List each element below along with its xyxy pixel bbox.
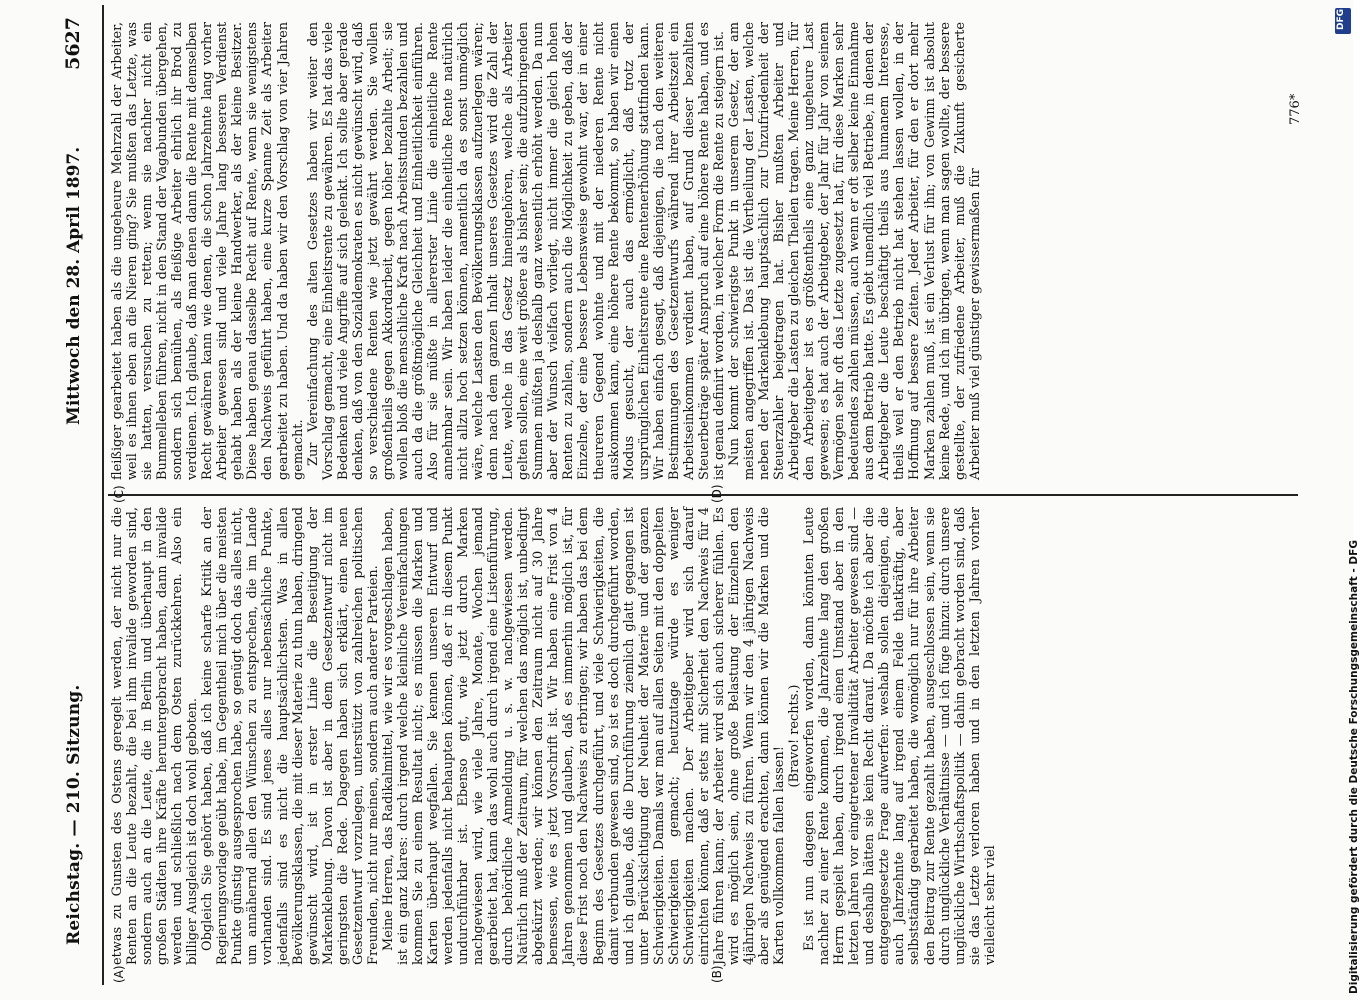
page-number: 5627 (62, 17, 84, 70)
section-marker-b: (B) (710, 965, 724, 983)
column-divider (108, 494, 1298, 496)
paragraph: fleißiger gearbeitet haben als die ungeheure Mehrzahl der Arbeiter, weil es ihnen eben an die Nieren ging? Sie mußten das Letzte, was sie hatten, versuchen zu retten; wenn sie nachher nicht ein Bummelleben führen, nicht in den Stand der Vagabunden übergehen, sondern sich bemühen, als fleißige Arbeiter ehrlich ihr Brod zu verdienen. Ich glaube, daß man denen dann die Rente mit demselben Recht gewähren kann wie denen, die schon Jahrzehnte lang vorher Arbeiter gewesen sind und viele Jahre lang besseren Verdienst gehabt haben als der kleine Handwerker, als der kleine Besitzer. Diese haben genau dasselbe Recht auf Rente, wenn sie wenigstens den Nachweis geführt haben, eine kurze Spanne Zeit als Arbeiter gearbeitet zu haben. Und da haben wir den Vorschlag von vier Jahren gemacht. (110, 22, 306, 480)
header-date: Mittwoch den 28. April 1897. (64, 146, 84, 425)
paragraph: Meine Herren, das Radikalmittel, wie wir es vorgeschlagen haben, ist ein ganz klares: durch irgend welche kleinliche Vereinfachungen kommen Sie zu einem Resultat nicht; es müssen die Marken und Karten überhaupt wegfallen. Sie kennen unseren Entwurf und werden jedenfalls nicht behaupten können, daß er in diesem Punkt undurchführbar ist. Ebenso gut, wie jetzt durch Marken nachgewiesen wird, wie viele Jahre, Monate, Wochen jemand gearbeitet hat, kann das wohl auch durch irgend eine Listenführung, durch behördliche Anmeldung u. s. w. nachgewiesen werden. Natürlich muß der Zeitraum, für welchen das möglich ist, unbedingt abgekürzt werden; wir können den Zeitraum nicht auf 30 Jahre bemessen, wie es jetzt Vorschrift ist. Wir haben eine Frist von 4 Jahren genommen und glauben, daß es immerhin möglich ist, für diese Frist noch den Nachweis zu erbringen; wir haben das bei dem Beginn des Gesetzes durchgeführt, und viele Schwierigkeiten, die damit verbunden gewesen sind, so ist es doch durchgeführt worden, und ich glaube, daß die Durchführung ziemlich glatt gegangen ist unter Berücksichtigung der Neuheit der Materie und der ganzen Schwierigkeiten. Damals war man auf allen Seiten mit den doppelten Schwierigkeiten gemacht; heutzutage würde es weniger Schwierigkeiten machen. Der Arbeitgeber wird sich darauf einrichten können, daß er stets mit Sicherheit den Nachweis für 4 Jahre führen kann; der Arbeiter wird sich auch sicherer fühlen. Es wird es möglich sein, ohne große Belastung der Einzelnen den 4jährigen Nachweis zu führen. Wenn wir den 4 jährigen Nachweis aber als genügend erachten, dann können wir die Marken und die Karten vollkommen fallen lassen! (380, 507, 788, 965)
right-column (110, 22, 1298, 480)
page-header (50, 5, 100, 985)
header-rule (102, 5, 104, 985)
paragraph: Zur Vereinfachung des alten Gesetzes haben wir weiter den Vorschlag gemacht, eine Einheitsrente zu gewähren. Es hat das viele Bedenken und viele Angriffe auf sich gelenkt. Ich sollte aber gerade denken, daß von den Sozialdemokraten es nicht gewünscht wird, daß so verschiedene Renten wie jetzt gewährt werden. Sie wollen großentheils gegen Akkordarbeit, gegen höher bezahlte Arbeit; sie wollen bloß die menschliche Kraft nach Arbeitsstunden bezahlen und auch da die größtmögliche Gleichheit und Einheitlichkeit einführen. Also für sie müßte in allererster Linie die einheitliche Rente annehmbar sein. Wir haben leider die einheitliche Rente natürlich nicht allzu hoch setzen können, namentlich da es sonst unmöglich wäre, welche Lasten den Bevölkerungsklassen aufzuerlegen wären; denn nach dem ganzen Inhalt unseres Gesetzes wird die Zahl der Leute, welche in das Gesetz hineingehören, welche als Arbeiter gelten sollen, eine weit größere als bisher sein; die aufzubringenden Summen müßten ja deshalb ganz wesentlich erhöht werden. Da nun aber der Wunsch vielfach vorliegt, nicht immer die gleich hohen Renten zu zahlen, sondern auch die Möglichkeit zu geben, daß der Einzelne, der eine bessere Lebensweise gewohnt war, der in einer theureren Gegend wohnte und mit der niederen Rente nicht auskommen kann, eine höhere Rente bekommt, so haben wir einen Modus gesucht, der auch das ermöglicht, daß trotz der ursprünglichen Einheitsrente eine Rentenerhöhung stattfinden kann. Wir haben einfach gesagt, daß diejenigen, die nach den weiteren Bestimmungen des Gesetzentwurfs während ihrer Arbeitszeit ein Arbeitseinkommen verdient haben, auf Grund dieser bezahlten Steuerbeträge später Anspruch auf eine höhere Rente haben, und es ist genau definirt worden, in welcher Form die Rente zu steigern ist. (305, 22, 727, 480)
paragraph: Obgleich Sie gehört haben, daß ich keine scharfe Kritik an der Regierungsvorlage geübt habe, im Gegentheil mich über die meisten Punkte günstig ausgesprochen habe, so genügt doch das alles nicht, um annähernd allen den Wünschen zu entsprechen, die im Lande vorhanden sind. Es sind jenes alles nur nebensächliche Punkte, jedenfalls sind es nicht die hauptsächlichsten. Was in allen Bevölkerungsklassen, die mit dieser Materie zu thun haben, dringend gewünscht wird, ist in erster Linie die Beseitigung der Markenklebung. Davon ist aber in dem Gesetzentwurf nicht im geringsten die Rede. Dagegen haben sich erklärt, einen neuen Gesetzentwurf vorzulegen, unterstützt von zahlreichen politischen Freunden, nicht nur meinen, sondern auch anderer Parteien. (200, 507, 381, 965)
section-marker-c: (C) (112, 485, 126, 503)
section-marker-a: (A) (112, 965, 126, 983)
section-marker-d: (D) (710, 484, 724, 503)
header-left: Reichstag. — 210. Sitzung. (64, 684, 84, 945)
paragraph: Es ist nun dagegen eingeworfen worden, dann könnten Leute nachher zu einer Rente kommen, die Jahrzehnte lang den großen Herrn gespielt haben, durch irgend einen Umstand aber in den letzten Jahren vor eingetretener Invalidität Arbeiter gewesen sind — und deshalb hätten sie kein Recht darauf. Da möchte ich aber die entgegengesetzte Frage aufwerfen: weshalb sollen diejenigen, die auch Jahrzehnte lang auf irgend einem Felde thatkräftig, aber selbstständig gearbeitet haben, die womöglich nur für ihre Arbeiter den Beitrag zur Rente gezahlt haben, ausgeschlossen sein, wenn sie durch unglückliche Verhältnisse — und ich füge hinzu: durch unsere unglückliche Wirthschaftspolitik — dahin gebracht worden sind, daß sie das Letzte verloren haben und in den letzten Jahren vorher vielleicht sehr viel (802, 507, 998, 965)
interjection: (Bravo! rechts.) (787, 684, 803, 788)
left-column (110, 507, 1298, 965)
dfg-logo-text: DFG (1336, 8, 1346, 30)
paragraph: Nun kommt der schwierigste Punkt in unserem Gesetz, der am meisten angegriffen ist. Das ist die Vertheilung der Lasten, welche neben der Markenklebung hauptsächlich zur Unzufriedenheit der Steuerzahler beigetragen hat. Bisher mußten Arbeiter und Arbeitgeber die Lasten zu gleichen Theilen tragen. Meine Herren, für den Arbeitgeber ist es größtentheils eine ganz ungeheure Last gewesen; es hat auch der Arbeitgeber, der Jahr für Jahr von seinem Vermögen sehr oft das Letzte zugesetzt hat, für diese Marken sehr bedeutendes zahlen müssen, auch wenn er oft selber keine Einnahme aus dem Betrieb hatte. Es giebt unendlich viel Betriebe, in denen der Arbeitgeber die Leute beschäftigt theils aus humanem Interesse, theils weil er den Betrieb nicht hat stehen lassen wollen, in der Hoffnung auf bessere Zeiten. Jeder Arbeiter, für den er dort mehr Marken zahlen muß, ist ein Verlust für ihn; von Gewinn ist absolut keine Rede, und ich im übrigen, wenn man sagen wollte, der bessere gestellte, der zufriedene Arbeiter, muß die Zukunft gesicherte Arbeiter muß viel günstiger gewissermaßen für (726, 22, 983, 480)
digitization-credit: Digitalisierung gefördert durch die Deutsche Forschungsgemeinschaft - DFG (1348, 540, 1360, 994)
dfg-logo (1335, 8, 1351, 34)
signature-number: 776* (1288, 93, 1303, 125)
paragraph: etwas zu Gunsten des Ostens geregelt werden, der nicht nur die Renten an die Leute bezahlt, die bei ihm invalide geworden sind, sondern auch an die Leute, die in Berlin und überhaupt in den großen Städten ihre Kräfte heruntergebracht haben, dann invalide werden und schließlich nach dem Osten zurückkehren. Also ein billiger Ausgleich ist doch wohl geboten. (110, 507, 201, 965)
rotated-page (50, 5, 1310, 985)
